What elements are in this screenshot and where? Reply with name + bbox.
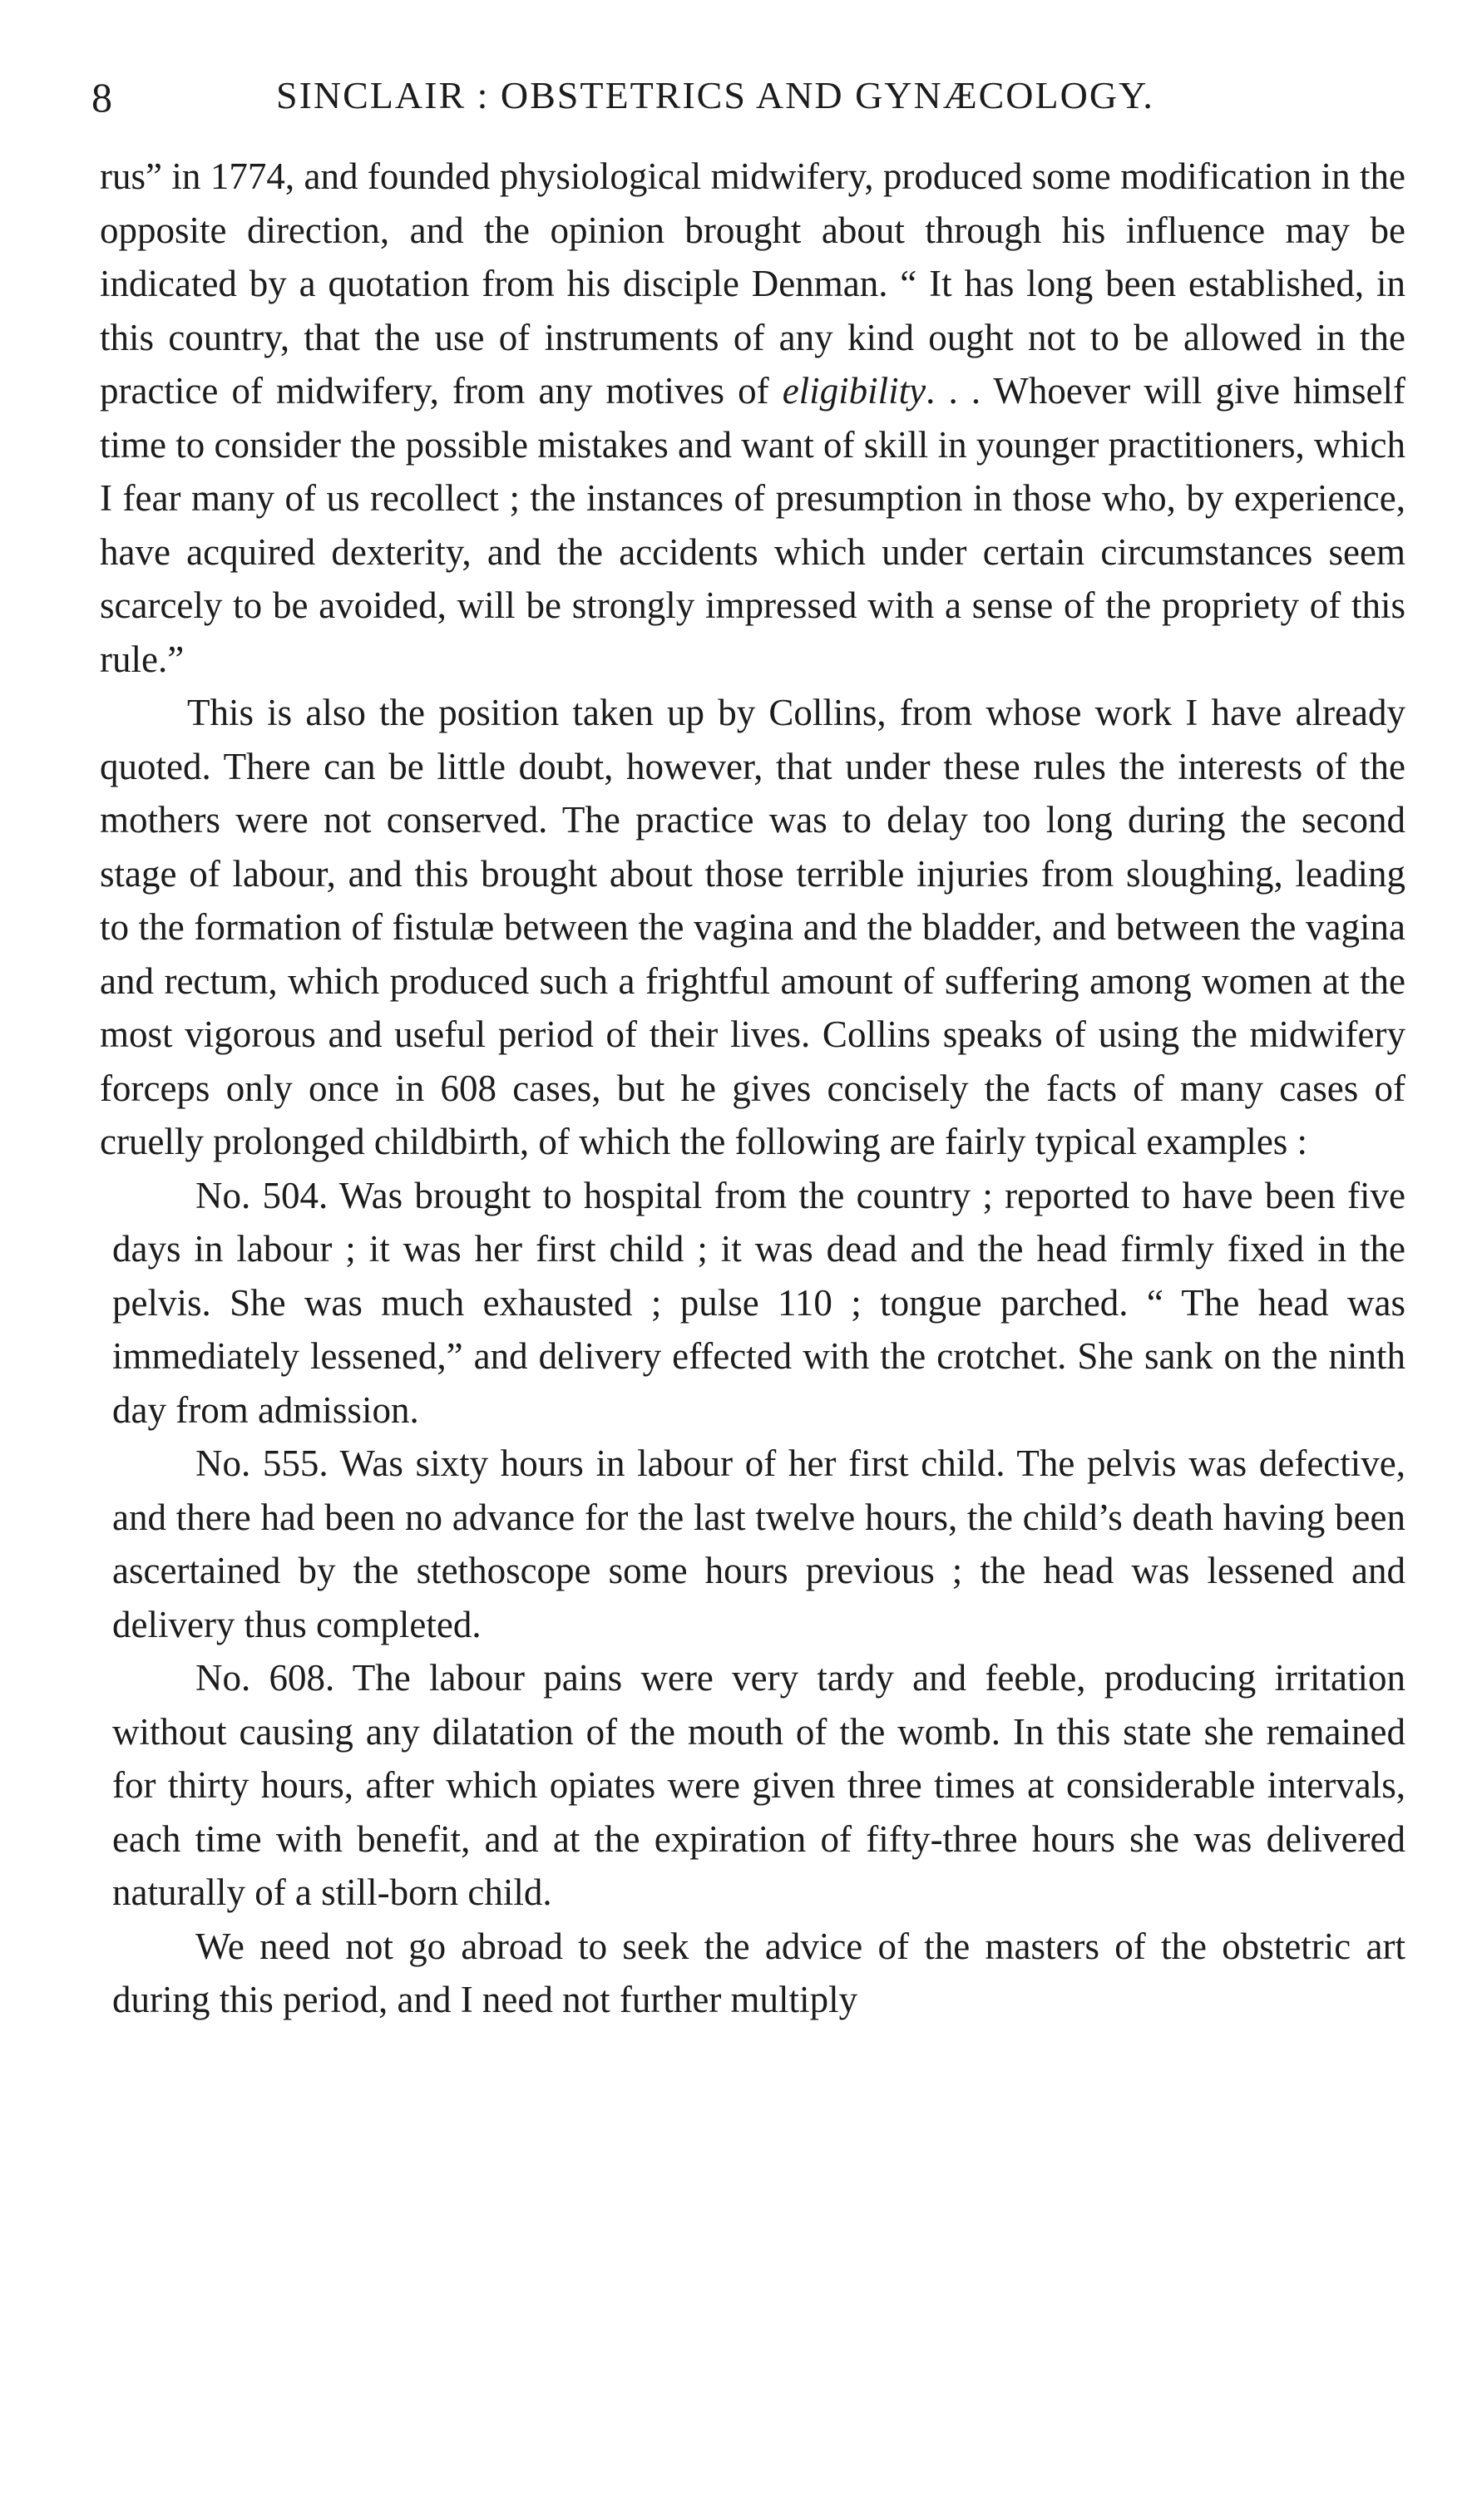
running-title: SINCLAIR : OBSTETRICS AND GYNÆCOLOGY. <box>276 74 1154 116</box>
case-text: The labour pains were very tardy and feeble, producing irritation without causing any dilatation of the mouth of the womb. In this state she remained for thirty hours, after which opiates were given three times at considerable intervals, each time with benefit, and at the expiration of fifty-three hours she was delivered naturally of a still-born child. <box>112 1657 1406 1913</box>
paragraph-collins: This is also the position taken up by Collins, from whose work I have already quoted. There can be little doubt, however, that under these rules the interests of the mothers were not conserved. The practice was to delay too long during the second stage of labour, and this brought about those terrible injuries from sloughing, leading to the formation of fistulæ between the vagina and the bladder, and between the vagina and rectum, which produced such a frightful amount of suffering among women at the most vigorous and useful period of their lives. Collins speaks of using the midwifery forceps only once in 608 cases, but he gives concisely the facts of many cases of cruelly prolonged childbirth, of which the following are fairly typical examples : <box>100 692 1405 1162</box>
case-text: Was brought to hospital from the country ; reported to have been five days in labour ; it was her first child ; it was dead and the head firmly fixed in the pelvis. She was much exhausted ; pulse 110 ; tongue parched. “ The head was immediately lessened,” and delivery effected with the crotchet. She sank on the ninth day from admission. <box>112 1174 1406 1431</box>
running-head <box>91 73 1414 131</box>
page-number: 8 <box>91 74 114 121</box>
case-entry-555 <box>100 1437 1405 1651</box>
body-text <box>100 150 1405 2027</box>
case-number: No. 608. <box>195 1657 335 1699</box>
text-segment: . . . Whoever will give himself time to consider the possible mistakes and want of skill in younger practitioners, which I fear many of us recollect ; the instances of presumption in those who, by experience, have acquired dexterity, and the accidents which under certain circumstances seem scarcely to be avoided, will be strongly impressed with a sense of the propriety of this rule.” <box>100 370 1405 680</box>
case-text: Was sixty hours in labour of her first child. The pelvis was defective, and there had been no advance for the last twelve hours, the child’s death having been ascertained by the stethoscope some hours previous ; the head was lessened and delivery thus completed. <box>112 1442 1406 1645</box>
italic-word-eligibility: eligibility <box>782 370 926 412</box>
case-number: No. 504. <box>195 1174 328 1216</box>
case-entry-608 <box>100 1651 1405 1920</box>
paragraph-denman-quotation <box>100 150 1405 686</box>
case-entry-504 <box>100 1169 1405 1438</box>
case-number: No. 555. <box>195 1442 328 1484</box>
paragraph-closing: We need not go abroad to seek the advice of the masters of the obstetric art during this period, and I need not further multiply <box>112 1925 1405 2020</box>
text-segment: rus” in 1774, and founded physiological midwifery, produced some modification in the opposite direction, and the opinion brought about through his influence may be indicated by a quotation from his disciple Denman. “ It has long been established, in this country, that the use of instruments of any kind ought not to be allowed in the practice of midwifery, from any motives of <box>100 155 1405 412</box>
